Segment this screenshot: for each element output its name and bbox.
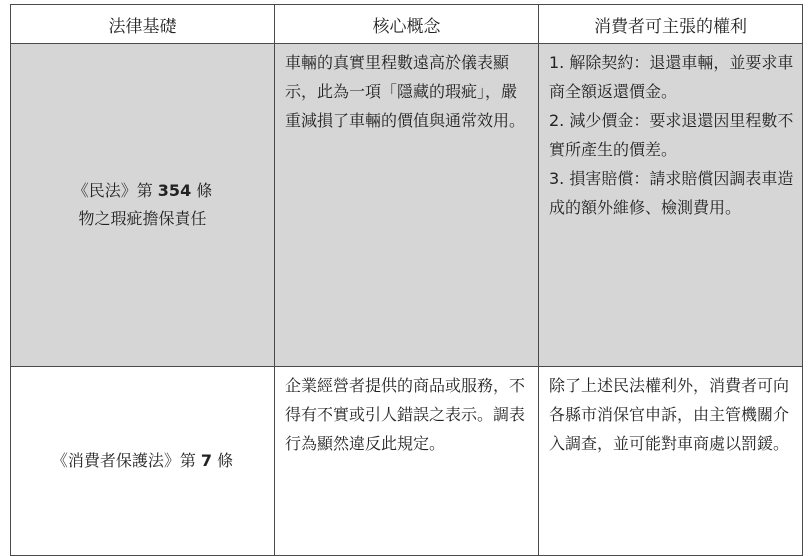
header-legal-basis: 法律基礎 (11, 5, 275, 44)
header-consumer-rights: 消費者可主張的權利 (539, 5, 803, 44)
core-concept-cell (275, 367, 539, 556)
legal-basis-cell (11, 367, 275, 556)
consumer-rights-cell (539, 367, 803, 556)
legal-basis-cell (11, 44, 275, 367)
basis-suffix: 條 (212, 451, 234, 470)
header-core-concept: 核心概念 (275, 5, 539, 44)
right-item: 1. 解除契約：退還車輛，並要求車商全額返還價金。 (549, 53, 794, 101)
basis-prefix: 《民法》第 (72, 181, 158, 200)
consumer-rights-cell (539, 44, 803, 367)
basis-subtitle: 物之瑕疵擔保責任 (78, 209, 207, 228)
article-number: 7 (200, 451, 213, 470)
right-item: 2. 減少價金：要求退還因里程數不實所產生的價差。 (549, 111, 794, 159)
table-row (11, 367, 803, 556)
table-row (11, 44, 803, 367)
concept-text: 企業經營者提供的商品或服務，不得有不實或引人錯誤之表示。調表行為顯然違反此規定。 (285, 376, 526, 453)
article-number: 354 (157, 181, 192, 200)
legal-rights-table (10, 4, 803, 556)
right-item: 3. 損害賠償：請求賠償因調表車造成的額外維修、檢測費用。 (549, 169, 794, 217)
header-row (11, 5, 803, 44)
basis-prefix: 《消費者保護法》第 (51, 451, 201, 470)
core-concept-cell (275, 44, 539, 367)
rights-text: 除了上述民法權利外，消費者可向各縣市消保官申訴，由主管機關介入調查，並可能對車商處以罰鍰。 (549, 376, 790, 453)
basis-suffix: 條 (191, 181, 213, 200)
concept-text: 車輛的真實里程數遠高於儀表顯示，此為一項「隱藏的瑕疵」，嚴重減損了車輛的價值與通常效用。 (285, 53, 526, 130)
